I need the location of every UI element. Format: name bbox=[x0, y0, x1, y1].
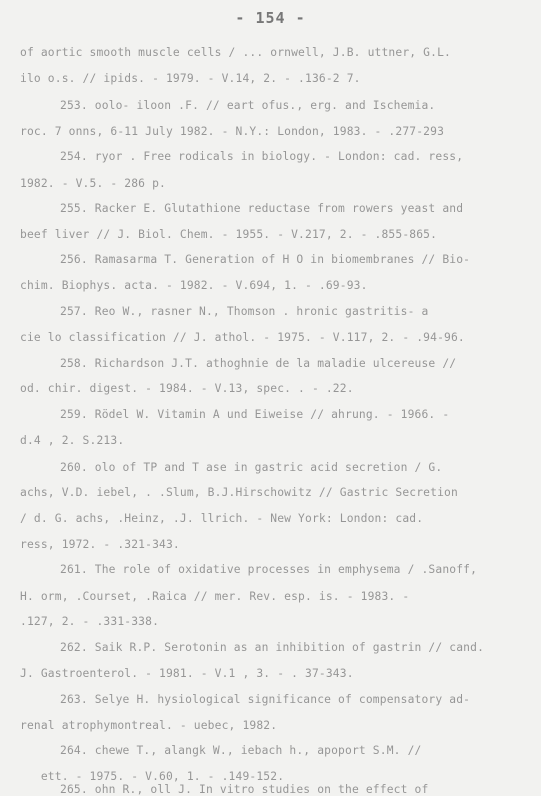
text-line: 265. ohn R., oll J. In vitro studies on the effect of bbox=[60, 783, 429, 796]
text-line: 253. oolo- iloon .F. // eart ofus., erg. and Ischemia. bbox=[60, 99, 436, 112]
text-line: ress, 1972. - .321-343. bbox=[20, 538, 180, 551]
text-line: 257. Reo W., rasner N., Thomson . hronic gastritis- a bbox=[60, 305, 429, 318]
text-line: 262. Saik R.P. Serotonin as an inhibition of gastrin // cand. bbox=[60, 641, 485, 654]
text-line: renal atrophymontreal. - uebec, 1982. bbox=[20, 719, 278, 732]
text-line: 260. olo of TP and T ase in gastric acid secretion / G. bbox=[60, 461, 443, 474]
text-line: d.4 , 2. S.213. bbox=[20, 434, 125, 447]
text-line: roc. 7 onns, 6-11 July 1982. - N.Y.: London, 1983. - .277-293 bbox=[20, 125, 445, 138]
text-line: of aortic smooth muscle cells / ... ornwell, J.B. uttner, G.L. bbox=[20, 46, 451, 59]
text-line: 264. chewe T., alangk W., iebach h., apoport S.M. // bbox=[60, 744, 422, 757]
text-line: 261. The role of oxidative processes in emphysema / .Sanoff, bbox=[60, 563, 478, 576]
text-line: chim. Biophys. acta. - 1982. - V.694, 1. - .69-93. bbox=[20, 279, 368, 292]
text-line: 263. Selye H. hysiological significance of compensatory ad- bbox=[60, 693, 471, 706]
text-line: 255. Racker E. Glutathione reductase from rowers yeast and bbox=[60, 202, 464, 215]
text-line: 259. Rödel W. Vitamin A und Eiweise // ahrung. - 1966. - bbox=[60, 408, 450, 421]
text-line: achs, V.D. iebel, . .Slum, B.J.Hirschowitz // Gastric Secretion bbox=[20, 486, 458, 499]
text-line: 256. Ramasarma T. Generation of H O in biomembranes // Bio- bbox=[60, 253, 471, 266]
text-line: ett. - 1975. - V.60, 1. - .149-152. bbox=[20, 770, 285, 783]
text-line: 1982. - V.5. - 286 p. bbox=[20, 177, 166, 190]
text-line: 254. ryor . Free rodicals in biology. - London: cad. ress, bbox=[60, 150, 464, 163]
text-line: H. orm, .Courset, .Raica // mer. Rev. esp. is. - 1983. - bbox=[20, 590, 410, 603]
page-number: - 154 - bbox=[235, 9, 306, 27]
text-line: cie lo classification // J. athol. - 1975. - V.117, 2. - .94-96. bbox=[20, 331, 465, 344]
text-line: 258. Richardson J.T. athoghnie de la maladie ulcereuse // bbox=[60, 357, 457, 370]
text-line: ilo o.s. // ipids. - 1979. - V.14, 2. - .136-2 7. bbox=[20, 72, 361, 85]
text-line: / d. G. achs, .Heinz, .J. llrich. - New York: London: cad. bbox=[20, 512, 424, 525]
text-line: od. chir. digest. - 1984. - V.13, spec. . - .22. bbox=[20, 382, 354, 395]
text-line: J. Gastroenterol. - 1981. - V.1 , 3. - . 37-343. bbox=[20, 667, 354, 680]
text-line: .127, 2. - .331-338. bbox=[20, 615, 160, 628]
text-line: beef liver // J. Biol. Chem. - 1955. - V.217, 2. - .855-865. bbox=[20, 228, 438, 241]
